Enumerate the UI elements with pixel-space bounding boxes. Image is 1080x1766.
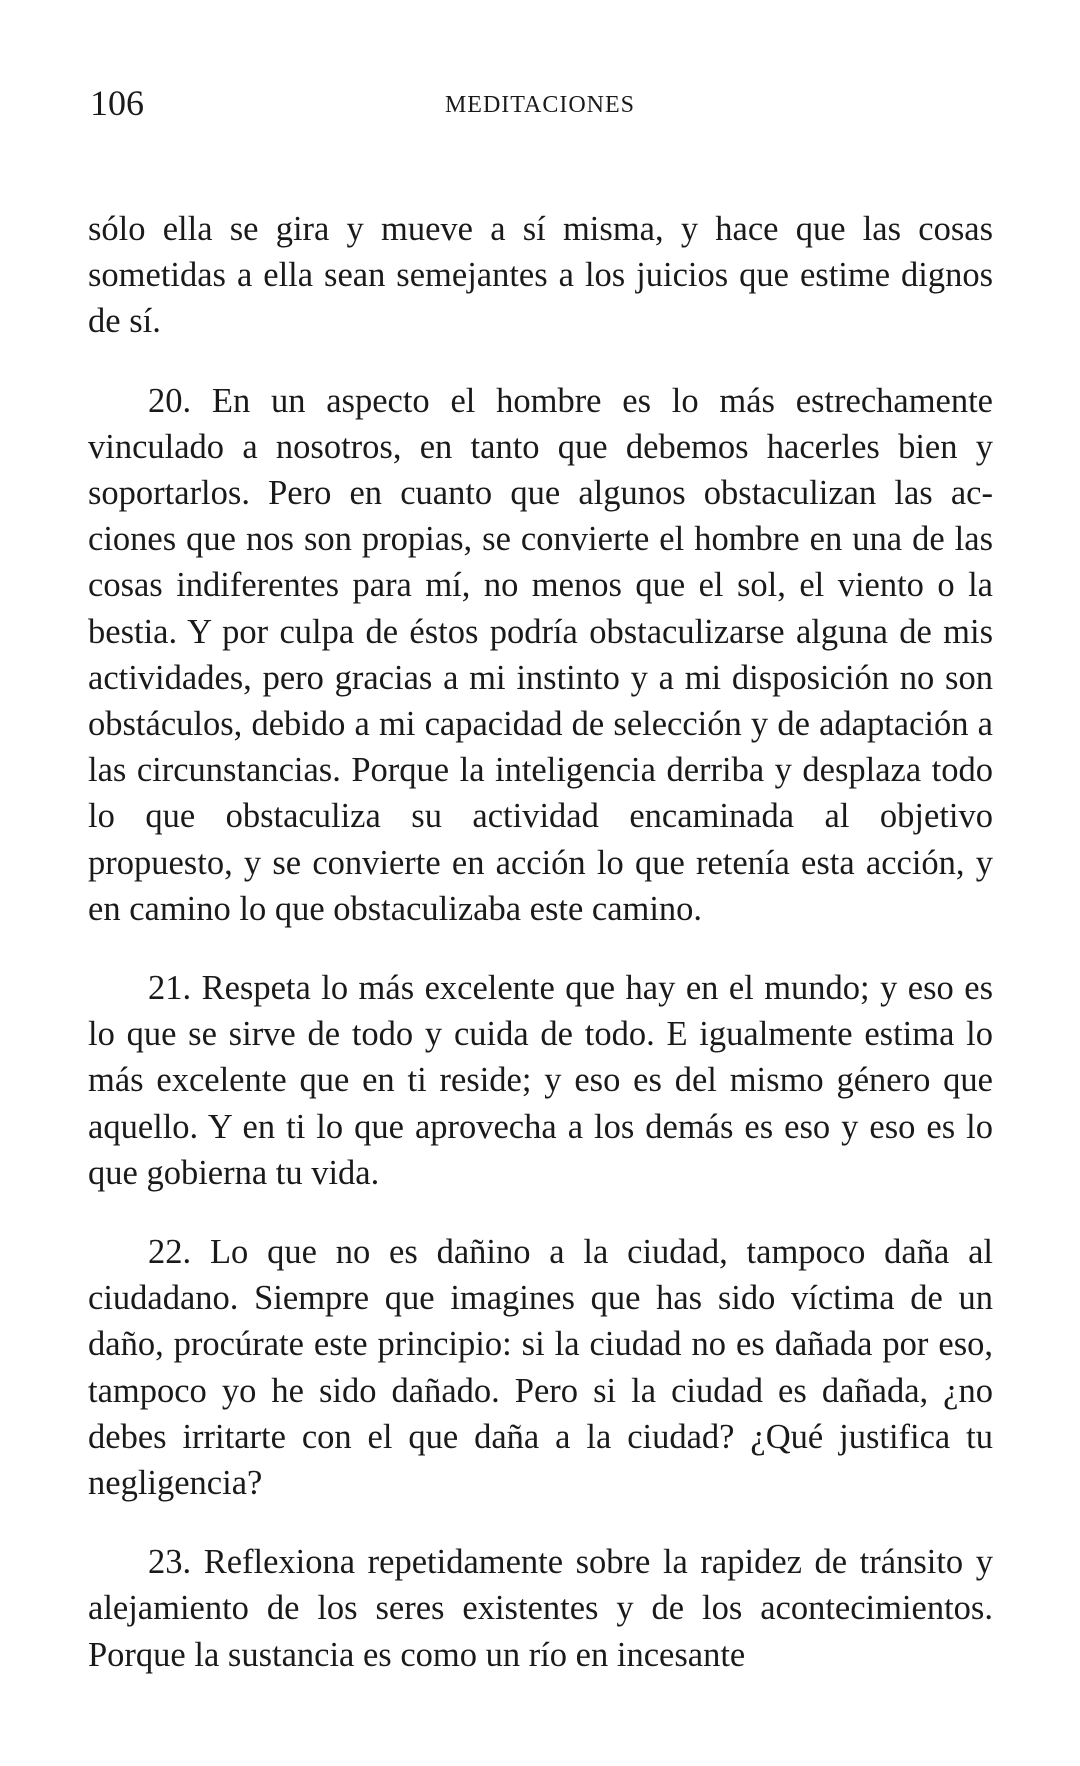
- page-number: 106: [90, 83, 144, 123]
- paragraph-23: 23. Reflexiona repetidamente sobre la rapidez de tránsito y alejamiento de los seres existentes y de los acontecimientos. Porque la sustancia es como un río en incesante: [88, 1543, 993, 1674]
- body-text: [88, 206, 993, 1678]
- running-title: MEDITACIONES: [444, 92, 636, 118]
- paragraph-20: 20. En un aspecto el hombre es lo más estrechamente vinculado a nosotros, en tanto que debemos hacerles bien y soportarlos. Pero en cuanto que algunos obstaculizan las acciones que nos son propias, se convierte el hombre en una de las cosas indiferentes para mí, no menos que el sol, el viento o la bestia. Y por culpa de éstos podría obstaculizarse alguna de mis actividades, pero gracias a mi instinto y a mi disposición no son obstáculos, debido a mi capacidad de selección y de adaptación a las circunstancias. Porque la inteligencia derriba y desplaza todo lo que obstaculiza su actividad encaminada al objetivo propuesto, y se convierte en acción lo que retenía esta acción, y en camino lo que obstaculizaba este camino.: [88, 381, 993, 928]
- paragraph-continuation: sólo ella se gira y mueve a sí misma, y hace que las cosas sometidas a ella sean semejantes a los juicios que estime dignos de sí.: [88, 210, 993, 341]
- paragraph-21: 21. Respeta lo más excelente que hay en el mundo; y eso es lo que se sirve de todo y cuida de todo. E igualmente estima lo más excelente que en ti reside; y eso es del mismo género que aquello. Y en ti lo que aprovecha a los demás es eso y eso es lo que gobierna tu vida.: [88, 969, 993, 1192]
- page-header: [90, 78, 990, 128]
- paragraph-22: 22. Lo que no es dañino a la ciudad, tampoco daña al ciudadano. Siempre que imagines que has sido víctima de un daño, procúrate este principio: si la ciudad no es dañada por eso, tampoco yo he sido dañado. Pero si la ciudad es dañada, ¿no debes irritarte con el que daña a la ciudad? ¿Qué justifica tu negligencia?: [88, 1233, 993, 1503]
